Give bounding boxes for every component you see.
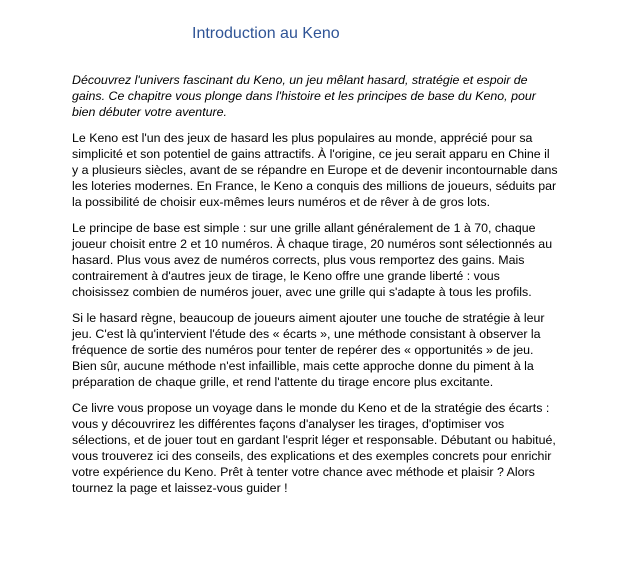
document-body	[72, 72, 558, 506]
intro-paragraph: Découvrez l'univers fascinant du Keno, un jeu mêlant hasard, stratégie et espoir de gains. Ce chapitre vous plonge dans l'histoire et les principes de base du Keno, pour bien débuter votre aventure.	[72, 73, 536, 119]
body-paragraph-strategy: Si le hasard règne, beaucoup de joueurs aiment ajouter une touche de stratégie à leur jeu. C'est là qu'intervient l'étude des « écarts », une méthode consistant à observer la fréquence de sortie des numéros pour tenter de repérer des « opportunités » de jeu. Bien sûr, aucune méthode n'est infaillible, mais cette approche donne du piment à la préparation de chaque grille, et rend l'attente du tirage encore plus excitante.	[72, 311, 545, 389]
body-paragraph-history: Le Keno est l'un des jeux de hasard les plus populaires au monde, apprécié pour sa simplicité et son potentiel de gains attractifs. À l'origine, ce jeu serait apparu en Chine il y a plusieurs siècles, avant de se répandre en Europe et de devenir incontournable dans les loteries modernes. En France, le Keno a conquis des millions de joueurs, séduits par la possibilité de choisir eux-mêmes leurs numéros et de rêver à de gros lots.	[72, 131, 558, 209]
body-paragraph-book: Ce livre vous propose un voyage dans le monde du Keno et de la stratégie des écarts : vous y découvrirez les différentes façons d'analyser les tirages, d'optimiser vos sélections, et de jouer tout en gardant l'esprit léger et responsable. Débutant ou habitué, vous trouverez ici des conseils, des explications et des exemples concrets pour enrichir votre expérience du Keno. Prêt à tenter votre chance avec méthode et plaisir ? Alors tournez la page et laissez-vous guider !	[72, 401, 556, 495]
document-title: Introduction au Keno	[192, 25, 340, 42]
body-paragraph-rules: Le principe de base est simple : sur une grille allant généralement de 1 à 70, chaque joueur choisit entre 2 et 10 numéros. À chaque tirage, 20 numéros sont sélectionnés au hasard. Plus vous avez de numéros corrects, plus vous remportez des gains. Mais contrairement à d'autres jeux de tirage, le Keno offre une grande liberté : vous choisissez combien de numéros jouer, avec une grille qui s'adapte à tous les profils.	[72, 221, 553, 299]
